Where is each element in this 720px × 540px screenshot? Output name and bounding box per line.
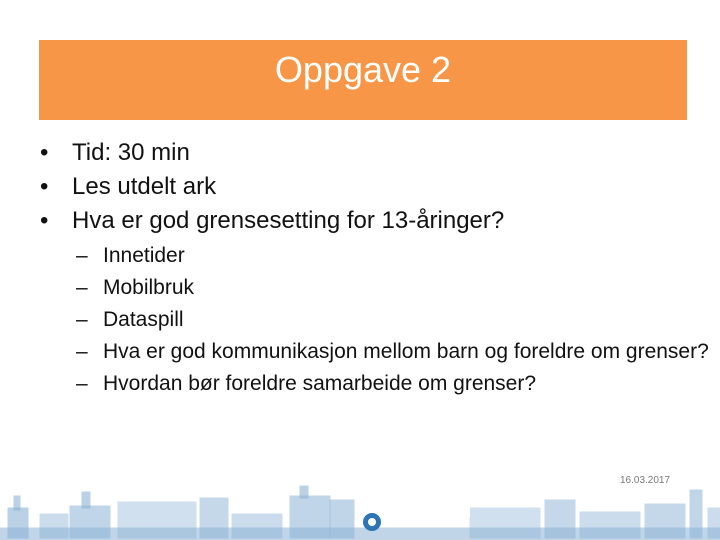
sub-bullet-text: Hva er god kommunikasjon mellom barn og foreldre om grenser? (103, 340, 709, 363)
sub-bullet-marker: – (76, 340, 88, 363)
sub-bullet-item (76, 276, 720, 300)
bullet-list (40, 136, 709, 395)
osloskolen-logo (355, 484, 470, 531)
bullet-marker: • (40, 173, 49, 200)
sub-bullet-item (76, 308, 720, 332)
sub-bullet-text: Innetider (103, 244, 185, 267)
bullet-marker: • (40, 207, 49, 234)
sub-bullet-marker: – (76, 308, 88, 331)
bullet-marker: • (40, 139, 49, 166)
sub-bullet-text: Hvordan bør foreldre samarbeide om grenser? (103, 372, 537, 395)
sub-bullet-text: Dataspill (103, 308, 184, 331)
sub-bullet-list (76, 244, 720, 404)
sub-bullet-text: Mobilbruk (103, 276, 195, 299)
bullet-item (40, 170, 690, 204)
footer-skyline (0, 478, 720, 540)
sub-bullet-marker: – (76, 276, 88, 299)
title-bar (39, 40, 687, 120)
sub-bullet-marker: – (76, 372, 88, 395)
bullet-item (40, 204, 690, 238)
sub-bullet-item (76, 372, 720, 396)
bullet-text: Tid: 30 min (72, 139, 190, 166)
sub-bullet-item (76, 244, 720, 268)
bullet-item (40, 136, 690, 170)
sub-bullet-item (76, 340, 720, 364)
slide-date: 16.03.2017 (620, 475, 671, 486)
bullet-text: Hva er god grensesetting for 13-åringer? (72, 207, 505, 234)
slide-title: Oppgave 2 (274, 49, 452, 90)
bullet-text: Les utdelt ark (72, 173, 217, 200)
sub-bullet-marker: – (76, 244, 88, 267)
